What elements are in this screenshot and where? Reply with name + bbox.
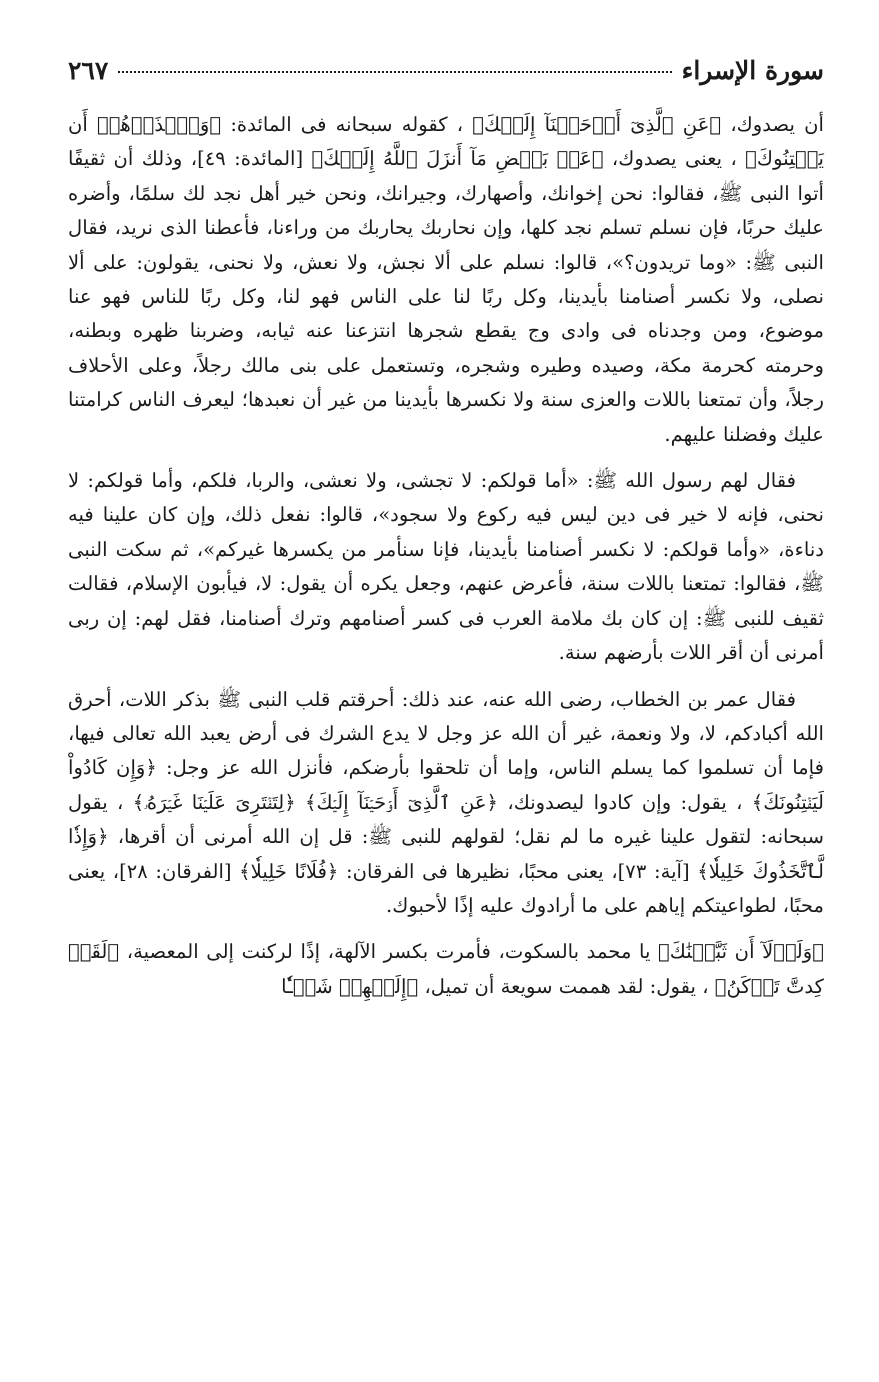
paragraph-1: أن يصدوك، ﴿عَنِ ٱلَّذِىٓ أَوۡحَيۡنَآ إِلَيۡكَ﴾ ، كقوله سبحانه فى المائدة: ﴿وَٱحۡذَرۡهُمۡ أَن يَفۡتِنُوكَ﴾ ، يعنى يصدوك، ﴿عَنۢ بَعۡضِ مَآ أَنزَلَ ٱللَّهُ إِلَيۡكَ﴾ [المائدة: ٤٩]، وذلك أن ثقيفًا أتوا النبى ﷺ، فقالوا: نحن إخوانك، وأصهارك، وجيرانك، ونحن خير أهل نجد لك سلمًا، وأضره عليك حربًا، فإن نسلم تسلم نجد كلها، وإن نحاربك يحاربك من وراءنا، فأعطنا الذى نريد، فقال النبى ﷺ: «وما تريدون؟»، قالوا: نسلم على ألا نجش، ولا نعش، ولا نحنى، يقولون: على ألا نصلى، ولا نكسر أصنامنا بأيدينا، وكل ربًا لنا على الناس فهو لنا، وكل ربًا للناس فهو عنا موضوع، ومن وجدناه فى وادى وج يقطع شجرها انتزعنا عنه ثيابه، وضربنا ظهره وبطنه، وحرمته كحرمة مكة، وصيده وطيره وشجره، وتستعمل على بنى مالك رجلاً، وعلى الأحلاف رجلاً، وأن تمتعنا باللات والعزى سنة ولا نكسرها بأيدينا من غير أن نعبدها؛ ليعرف الناس كرامتنا عليك وفضلنا عليهم. <box>68 113 824 446</box>
surah-title: سورة الإسراء <box>681 56 824 85</box>
book-page <box>68 56 824 1376</box>
paragraph-3: فقال عمر بن الخطاب، رضى الله عنه، عند ذلك: أحرقتم قلب النبى ﷺ بذكر اللات، أحرق الله أكبادكم، لا، ولا ونعمة، غير أن الله عز وجل لا يدع الشرك فى أرض يعبد الله تعالى فيها، فإما أن تسلموا كما يسلم الناس، وإما أن تلحقوا بأرضكم، فأنزل الله عز وجل: ﴿وَإِن كَادُواْ لَيَفۡتِنُونَكَ﴾ ، يقول: وإن كادوا ليصدونك، ﴿عَنِ ٱلَّذِىٓ أَوۡحَيۡنَآ إِلَيۡكَ﴾ ﴿لِتَفۡتَرِىَ عَلَيۡنَا غَيۡرَهُۥ﴾ ، يقول سبحانه: لتقول علينا غيره ما لم نقل؛ لقولهم للنبى ﷺ: قل إن الله أمرنى أن أقرها، ﴿وَإِذٗا لَّٱتَّخَذُوكَ خَلِيلٗا﴾ [آية: ٧٣]، يعنى محبًا، نظيرها فى الفرقان: ﴿فُلَانًا خَلِيلٗا﴾ [الفرقان: ٢٨]، يعنى محبًا، لطواعيتكم إياهم على ما أرادوك عليه إذًا لأحبوك. <box>68 687 824 917</box>
page-number: ٢٦٧ <box>68 56 109 85</box>
dotted-leader <box>118 71 671 73</box>
paragraph-4: ﴿وَلَوۡلَآ أَن ثَبَّتۡنَٰكَ﴾ يا محمد بالسكوت، فأمرت بكسر الآلهة، إذًا لركنت إلى المعصية، ﴿لَقَدۡ كِدتَّ تَرۡكَنُ﴾ ، يقول: لقد هممت سويعة أن تميل، ﴿إِلَيۡهِمۡ شَيۡـٔٗا <box>68 940 824 998</box>
body-text <box>68 108 824 1004</box>
paragraph-2: فقال لهم رسول الله ﷺ: «أما قولكم: لا تجشى، ولا نعشى، والربا، فلكم، وأما قولكم: لا نحنى، فإنه لا خير فى دين ليس فيه ركوع ولا سجود»، قالوا: نفعل ذلك، وإن كان علينا فيه دناءة، «وأما قولكم: لا نكسر أصنامنا بأيدينا، فإنا سنأمر من يكسرها غيركم»، ثم سكت النبى ﷺ، فقالوا: تمتعنا باللات سنة، فأعرض عنهم، وجعل يكره أن يقول: لا، فيأبون الإسلام، فقالت ثقيف للنبى ﷺ: إن كان بك ملامة العرب فى كسر أصنامهم وترك أصنامنا، فقل لهم: إن ربى أمرنى أن أقر اللات بأرضهم سنة. <box>68 469 824 665</box>
running-header <box>68 56 824 92</box>
